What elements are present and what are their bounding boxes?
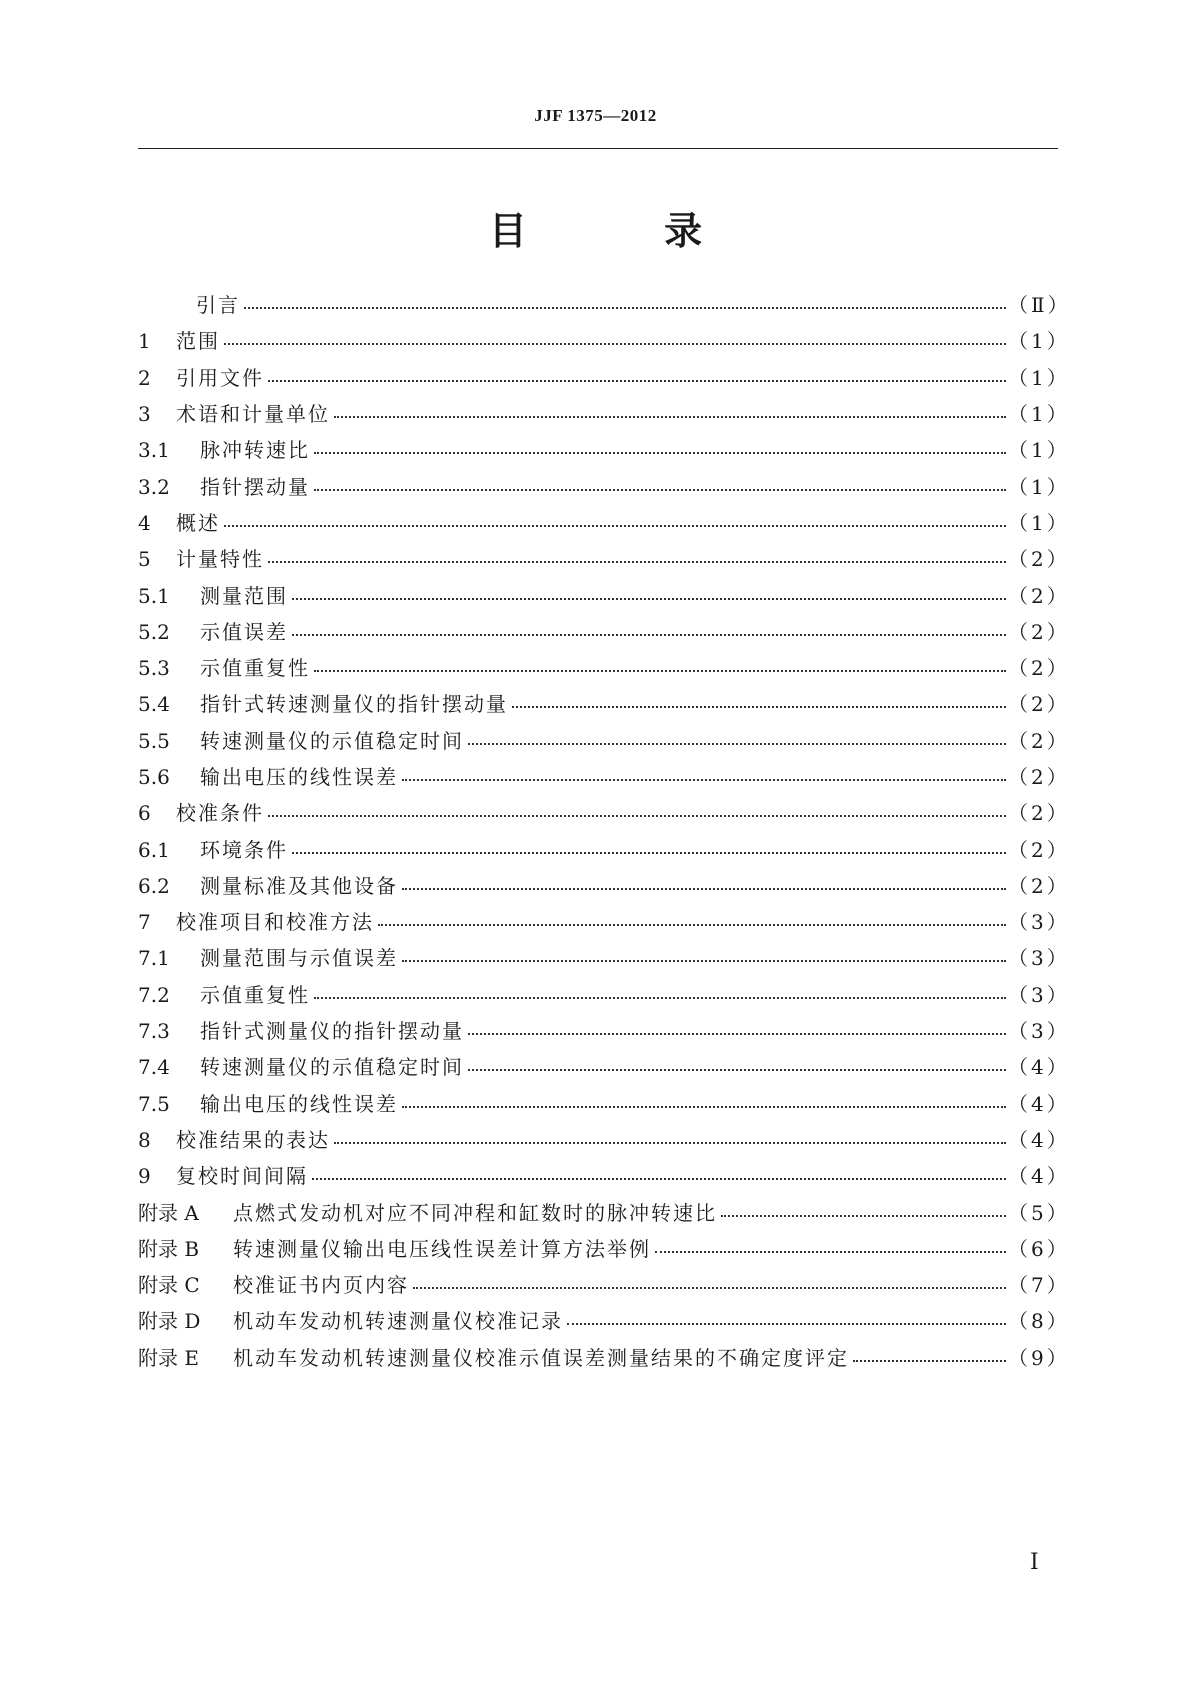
toc-entry-page: （4） [1008,1127,1070,1152]
dot-leader [468,1021,1006,1041]
toc-entry-number: 3.1 [138,438,170,463]
toc-entry-page: （2） [1008,619,1070,644]
toc-entry-page: （5） [1008,1200,1070,1225]
toc-entry-page: （2） [1008,656,1070,681]
toc-entry[interactable] [138,1049,1070,1085]
dot-leader [314,477,1006,497]
dot-leader [268,803,1006,823]
toc-entry-number: 7.4 [138,1055,170,1080]
dot-leader [268,549,1006,569]
toc-entry-number: 6.1 [138,837,170,862]
dot-leader [721,1203,1006,1223]
toc-entry-label: 示值误差 [200,619,288,644]
toc-entry-number: 附录 E [138,1345,199,1370]
toc-entry-number: 4 [138,510,151,535]
toc-entry-page: （2） [1008,873,1070,898]
toc-entry[interactable] [138,868,1070,904]
toc-entry[interactable] [138,541,1070,577]
toc-entry[interactable] [138,1303,1070,1339]
toc-entry[interactable] [138,1086,1070,1122]
dot-leader [314,985,1006,1005]
toc-entry-number: 6.2 [138,873,170,898]
toc-entry[interactable] [138,1013,1070,1049]
dot-leader [402,767,1006,787]
toc-entry-number: 9 [138,1164,151,1189]
dot-leader [402,948,1006,968]
toc-entry-number: 附录 D [138,1309,201,1334]
toc-entry-number: 7.1 [138,946,170,971]
toc-entry-number: 附录 C [138,1273,200,1298]
toc-entry-label: 指针摆动量 [200,474,310,499]
toc-entry-number: 6 [138,801,151,826]
toc-entry-page: （4） [1008,1091,1070,1116]
toc-entry-label: 校准结果的表达 [176,1127,330,1152]
toc-entry-number: 7.3 [138,1019,170,1044]
toc-entry-page: （8） [1008,1309,1070,1334]
toc-entry-number: 7.2 [138,982,170,1007]
toc-entry-number: 5.6 [138,765,170,789]
document-code-header: JJF 1375—2012 [534,106,657,125]
dot-leader [468,731,1006,751]
toc-entry[interactable] [138,1122,1070,1158]
toc-entry-number: 7.5 [138,1091,170,1116]
toc-entry-page: （1） [1008,329,1070,354]
toc-entry-label: 转速测量仪的示值稳定时间 [200,1055,464,1080]
toc-entry-label: 测量范围 [200,583,288,608]
dot-leader [312,1166,1006,1186]
toc-entry-number: 1 [138,329,151,354]
toc-entry[interactable] [138,614,1070,650]
toc-entry-number: 5 [138,547,151,572]
toc-entry[interactable] [138,1267,1070,1303]
toc-entry-page: （4） [1008,1164,1070,1189]
toc-entry-number: 7 [138,910,151,935]
toc-entry-page: （2） [1008,583,1070,608]
toc-entry[interactable] [138,795,1070,831]
toc-entry[interactable] [138,1158,1070,1194]
table-of-contents [138,287,1071,1376]
toc-entry[interactable] [138,1340,1070,1376]
toc-entry-page: （2） [1008,765,1070,789]
toc-entry-page: （7） [1008,1273,1070,1298]
toc-entry-label: 点燃式发动机对应不同冲程和缸数时的脉冲转速比 [233,1200,717,1225]
toc-entry-page: （1） [1008,365,1070,390]
dot-leader [314,658,1006,678]
toc-entry-label: 范围 [176,329,220,354]
dot-leader [567,1311,1006,1331]
toc-entry-label: 转速测量仪的示值稳定时间 [200,728,464,753]
dot-leader [468,1057,1006,1077]
toc-entry-label: 输出电压的线性误差 [200,1091,398,1116]
toc-entry-page: （2） [1008,837,1070,862]
toc-entry-label: 脉冲转速比 [200,438,310,463]
toc-entry-label: 指针式测量仪的指针摆动量 [200,1019,464,1044]
dot-leader [268,368,1006,388]
dot-leader [224,513,1006,533]
toc-entry[interactable] [138,287,1071,323]
toc-entry-label: 引言 [196,293,240,318]
header-rule [138,148,1058,149]
toc-entry-number: 5.1 [138,583,170,608]
dot-leader [378,912,1006,932]
toc-entry-label: 测量范围与示值误差 [200,946,398,971]
toc-entry[interactable] [138,396,1070,432]
dot-leader [512,694,1006,714]
toc-entry[interactable] [138,360,1070,396]
toc-entry-label: 复校时间间隔 [176,1164,308,1189]
toc-entry[interactable] [138,505,1070,541]
toc-entry-label: 示值重复性 [200,982,310,1007]
toc-entry-number: 附录 B [138,1236,200,1261]
toc-entry-page: （9） [1008,1345,1070,1370]
toc-entry[interactable] [138,940,1070,976]
toc-entry-label: 校准项目和校准方法 [176,910,374,935]
toc-entry-number: 5.3 [138,656,170,681]
toc-entry-label: 示值重复性 [200,656,310,681]
toc-entry-label: 测量标准及其他设备 [200,873,398,898]
dot-leader [334,404,1006,424]
toc-entry[interactable] [138,904,1070,940]
toc-entry-page: （6） [1008,1236,1070,1261]
toc-entry-page: （2） [1008,801,1070,826]
toc-entry-label: 引用文件 [176,365,264,390]
toc-entry-page: （1） [1008,510,1070,535]
dot-leader [292,586,1006,606]
toc-entry-page: （3） [1008,1019,1070,1044]
toc-entry-number: 5.2 [138,619,170,644]
toc-entry-page: （1） [1008,402,1070,427]
toc-entry-number: 2 [138,365,151,390]
dot-leader [292,840,1006,860]
page-title: 目 录 [488,209,765,253]
toc-entry[interactable] [138,759,1070,795]
toc-entry[interactable] [138,1194,1070,1230]
toc-entry[interactable] [138,977,1070,1013]
toc-entry-label: 指针式转速测量仪的指针摆动量 [200,692,508,717]
toc-entry-label: 环境条件 [200,837,288,862]
dot-leader [224,331,1006,351]
toc-entry-number: 3.2 [138,474,170,499]
toc-entry[interactable] [138,723,1070,759]
toc-entry[interactable] [138,323,1070,359]
toc-entry-number: 5.5 [138,728,170,753]
toc-entry[interactable] [138,1231,1070,1267]
dot-leader [334,1130,1006,1150]
toc-entry-page: （2） [1008,728,1070,753]
toc-entry-label: 输出电压的线性误差 [200,765,398,789]
toc-entry-page: （3） [1008,910,1070,935]
toc-entry-page: （2） [1008,547,1070,572]
dot-leader [413,1275,1006,1295]
dot-leader [853,1348,1006,1368]
toc-entry-page: （3） [1008,946,1070,971]
toc-entry-page: （1） [1008,474,1070,499]
toc-entry[interactable] [138,577,1070,613]
dot-leader [402,1094,1006,1114]
toc-entry-number: 附录 A [138,1200,199,1225]
toc-entry-number: 8 [138,1127,151,1152]
toc-entry-label: 校准条件 [176,801,264,826]
toc-entry-label: 机动车发动机转速测量仪校准记录 [233,1309,563,1334]
toc-entry[interactable] [138,468,1070,504]
dot-leader [314,440,1006,460]
toc-entry-label: 机动车发动机转速测量仪校准示值误差测量结果的不确定度评定 [233,1345,849,1370]
dot-leader [244,295,1006,315]
toc-entry-page: （Ⅱ） [1008,293,1071,318]
toc-entry-page: （3） [1008,982,1070,1007]
toc-entry-label: 概述 [176,510,220,535]
toc-entry-page: （2） [1008,692,1070,717]
toc-entry-label: 校准证书内页内容 [233,1273,409,1298]
dot-leader [292,622,1006,642]
toc-entry-number: 3 [138,402,151,427]
toc-entry[interactable] [138,650,1070,686]
toc-entry[interactable] [138,831,1070,867]
toc-entry[interactable] [138,686,1070,722]
dot-leader [655,1239,1006,1259]
toc-entry-label: 术语和计量单位 [176,402,330,427]
toc-entry-page: （1） [1008,438,1070,463]
toc-entry-label: 计量特性 [176,547,264,572]
toc-entry-page: （4） [1008,1055,1070,1080]
toc-entry[interactable] [138,432,1070,468]
toc-entry-label: 转速测量仪输出电压线性误差计算方法举例 [233,1236,651,1261]
dot-leader [402,876,1006,896]
page-number: Ⅰ [1030,1550,1039,1575]
toc-entry-number: 5.4 [138,692,170,717]
